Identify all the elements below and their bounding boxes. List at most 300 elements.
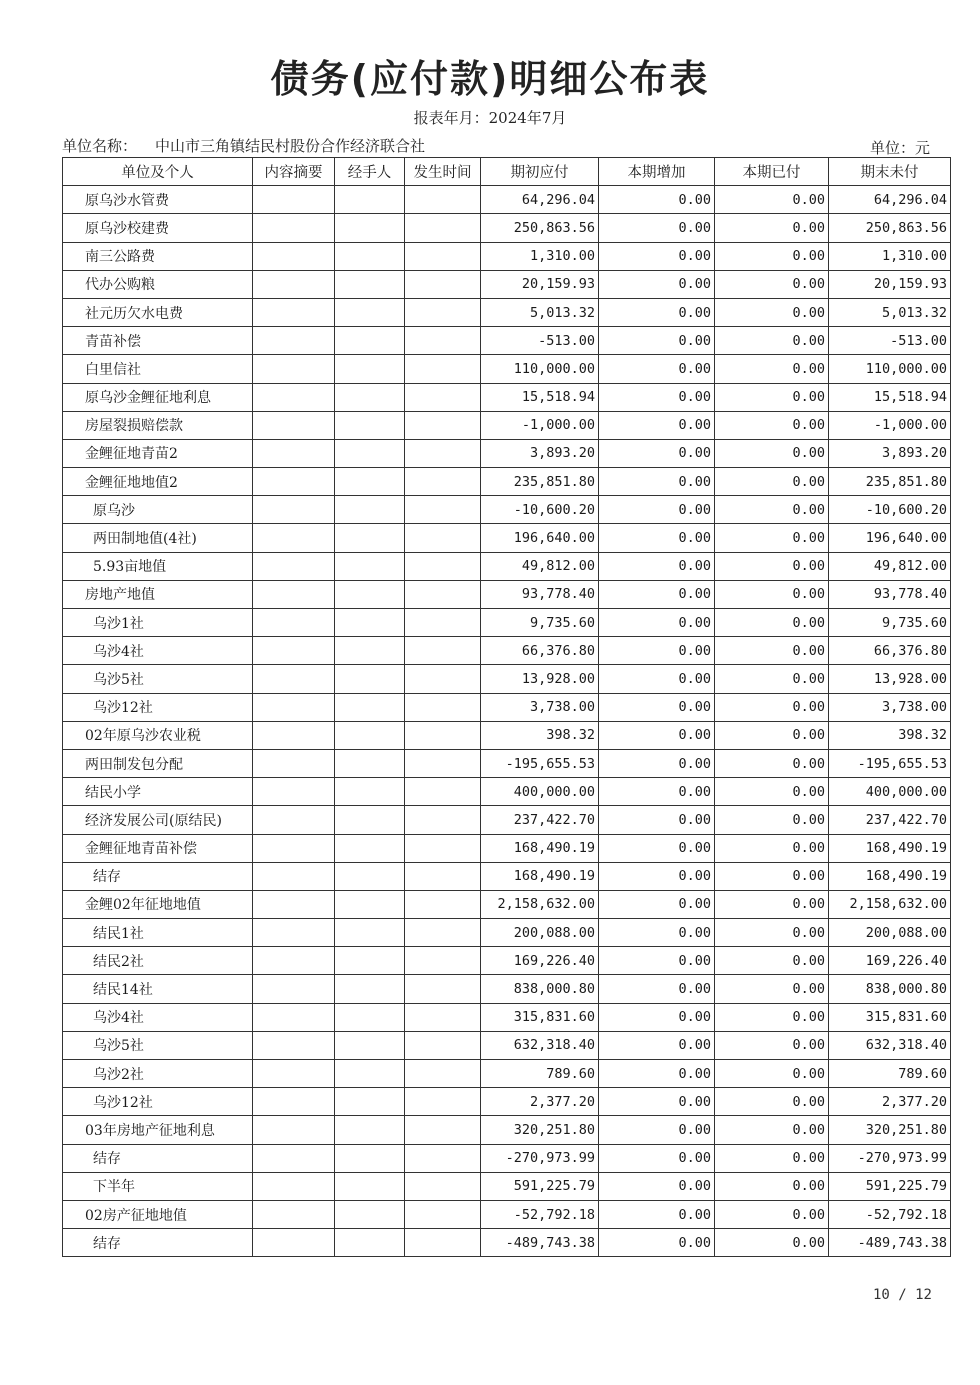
cell-paid: 0.00	[715, 806, 829, 834]
cell-opening: 2,158,632.00	[481, 890, 599, 918]
unit-label: 单位：元	[869, 139, 930, 157]
cell-opening: 169,226.40	[481, 947, 599, 975]
cell-opening: 320,251.80	[481, 1116, 599, 1144]
cell-opening: 64,296.04	[481, 186, 599, 214]
cell-handler	[335, 919, 405, 947]
cell-time	[405, 1031, 481, 1059]
cell-closing: -489,743.38	[829, 1229, 951, 1257]
cell-opening: 2,377.20	[481, 1088, 599, 1116]
table-row	[63, 270, 951, 298]
cell-increase: 0.00	[599, 693, 715, 721]
cell-increase: 0.00	[599, 1060, 715, 1088]
cell-summary	[253, 1060, 335, 1088]
cell-paid: 0.00	[715, 1088, 829, 1116]
cell-entity: 房地产地值	[63, 580, 253, 608]
cell-entity: 乌沙2社	[63, 1060, 253, 1088]
cell-closing: 320,251.80	[829, 1116, 951, 1144]
cell-summary	[253, 411, 335, 439]
table-row	[63, 355, 951, 383]
cell-closing: -52,792.18	[829, 1200, 951, 1228]
cell-summary	[253, 862, 335, 890]
table-row	[63, 1088, 951, 1116]
cell-opening: 1,310.00	[481, 242, 599, 270]
cell-opening: 200,088.00	[481, 919, 599, 947]
cell-paid: 0.00	[715, 862, 829, 890]
cell-paid: 0.00	[715, 749, 829, 777]
cell-paid: 0.00	[715, 609, 829, 637]
cell-summary	[253, 890, 335, 918]
table-row	[63, 947, 951, 975]
cell-entity: 结存	[63, 1229, 253, 1257]
cell-entity: 下半年	[63, 1172, 253, 1200]
cell-entity: 南三公路费	[63, 242, 253, 270]
cell-increase: 0.00	[599, 919, 715, 947]
cell-time	[405, 355, 481, 383]
cell-handler	[335, 862, 405, 890]
cell-handler	[335, 355, 405, 383]
cell-paid: 0.00	[715, 1031, 829, 1059]
cell-paid: 0.00	[715, 834, 829, 862]
cell-handler	[335, 834, 405, 862]
cell-entity: 02年原乌沙农业税	[63, 721, 253, 749]
cell-closing: 64,296.04	[829, 186, 951, 214]
cell-summary	[253, 1031, 335, 1059]
cell-entity: 乌沙12社	[63, 693, 253, 721]
cell-increase: 0.00	[599, 1003, 715, 1031]
cell-summary	[253, 834, 335, 862]
cell-closing: 110,000.00	[829, 355, 951, 383]
cell-entity: 结民2社	[63, 947, 253, 975]
cell-increase: 0.00	[599, 383, 715, 411]
cell-closing: 315,831.60	[829, 1003, 951, 1031]
cell-closing: 1,310.00	[829, 242, 951, 270]
cell-opening: 110,000.00	[481, 355, 599, 383]
table-row	[63, 439, 951, 467]
cell-paid: 0.00	[715, 186, 829, 214]
cell-paid: 0.00	[715, 1116, 829, 1144]
cell-time	[405, 1229, 481, 1257]
cell-entity: 结存	[63, 1144, 253, 1172]
table-row	[63, 1031, 951, 1059]
table-row	[63, 1060, 951, 1088]
table-header-row	[63, 158, 951, 186]
table-row	[63, 749, 951, 777]
cell-entity: 青苗补偿	[63, 327, 253, 355]
cell-increase: 0.00	[599, 186, 715, 214]
cell-time	[405, 890, 481, 918]
cell-paid: 0.00	[715, 778, 829, 806]
cell-entity: 社元历欠水电费	[63, 298, 253, 326]
cell-time	[405, 439, 481, 467]
cell-paid: 0.00	[715, 975, 829, 1003]
debt-detail-table	[62, 157, 951, 1257]
cell-handler	[335, 1060, 405, 1088]
cell-entity: 房屋裂损赔偿款	[63, 411, 253, 439]
cell-entity: 结存	[63, 862, 253, 890]
cell-closing: 2,158,632.00	[829, 890, 951, 918]
cell-opening: 196,640.00	[481, 524, 599, 552]
cell-paid: 0.00	[715, 327, 829, 355]
cell-increase: 0.00	[599, 1116, 715, 1144]
cell-handler	[335, 721, 405, 749]
cell-increase: 0.00	[599, 806, 715, 834]
table-row	[63, 496, 951, 524]
cell-increase: 0.00	[599, 1088, 715, 1116]
cell-paid: 0.00	[715, 214, 829, 242]
cell-handler	[335, 552, 405, 580]
cell-entity: 结民1社	[63, 919, 253, 947]
cell-time	[405, 1003, 481, 1031]
cell-entity: 金鲤02年征地地值	[63, 890, 253, 918]
cell-time	[405, 580, 481, 608]
cell-increase: 0.00	[599, 524, 715, 552]
cell-summary	[253, 1229, 335, 1257]
cell-summary	[253, 1003, 335, 1031]
cell-time	[405, 947, 481, 975]
cell-closing: 196,640.00	[829, 524, 951, 552]
table-row	[63, 890, 951, 918]
cell-time	[405, 1172, 481, 1200]
cell-increase: 0.00	[599, 327, 715, 355]
cell-handler	[335, 778, 405, 806]
table-row	[63, 665, 951, 693]
cell-increase: 0.00	[599, 468, 715, 496]
cell-closing: 591,225.79	[829, 1172, 951, 1200]
cell-handler	[335, 1003, 405, 1031]
table-row	[63, 778, 951, 806]
cell-opening: -489,743.38	[481, 1229, 599, 1257]
cell-time	[405, 665, 481, 693]
cell-paid: 0.00	[715, 355, 829, 383]
cell-time	[405, 721, 481, 749]
cell-opening: 168,490.19	[481, 862, 599, 890]
table-row	[63, 1003, 951, 1031]
cell-increase: 0.00	[599, 496, 715, 524]
table-row	[63, 975, 951, 1003]
cell-entity: 乌沙4社	[63, 1003, 253, 1031]
cell-handler	[335, 1144, 405, 1172]
cell-closing: 9,735.60	[829, 609, 951, 637]
cell-time	[405, 975, 481, 1003]
cell-paid: 0.00	[715, 242, 829, 270]
cell-closing: 3,893.20	[829, 439, 951, 467]
table-row	[63, 524, 951, 552]
cell-opening: 250,863.56	[481, 214, 599, 242]
cell-increase: 0.00	[599, 411, 715, 439]
cell-closing: 3,738.00	[829, 693, 951, 721]
cell-opening: 235,851.80	[481, 468, 599, 496]
cell-summary	[253, 298, 335, 326]
cell-paid: 0.00	[715, 665, 829, 693]
table-row	[63, 327, 951, 355]
cell-handler	[335, 270, 405, 298]
col-header-handler: 经手人	[335, 158, 405, 186]
cell-entity: 金鲤征地青苗补偿	[63, 834, 253, 862]
cell-summary	[253, 327, 335, 355]
cell-increase: 0.00	[599, 721, 715, 749]
cell-time	[405, 862, 481, 890]
cell-time	[405, 778, 481, 806]
cell-summary	[253, 609, 335, 637]
cell-summary	[253, 947, 335, 975]
cell-closing: 168,490.19	[829, 834, 951, 862]
col-header-entity: 单位及个人	[63, 158, 253, 186]
cell-handler	[335, 439, 405, 467]
cell-increase: 0.00	[599, 1229, 715, 1257]
org-line	[62, 135, 425, 156]
cell-summary	[253, 496, 335, 524]
cell-paid: 0.00	[715, 637, 829, 665]
cell-handler	[335, 693, 405, 721]
cell-handler	[335, 242, 405, 270]
cell-opening: -195,655.53	[481, 749, 599, 777]
cell-handler	[335, 411, 405, 439]
cell-time	[405, 806, 481, 834]
cell-time	[405, 919, 481, 947]
cell-time	[405, 1116, 481, 1144]
table-body	[63, 186, 951, 1257]
cell-summary	[253, 270, 335, 298]
cell-handler	[335, 496, 405, 524]
cell-entity: 原乌沙水管费	[63, 186, 253, 214]
cell-increase: 0.00	[599, 1144, 715, 1172]
cell-summary	[253, 1200, 335, 1228]
cell-closing: -270,973.99	[829, 1144, 951, 1172]
cell-closing: 15,518.94	[829, 383, 951, 411]
page-indicator: 10 / 12	[872, 1287, 932, 1303]
cell-summary	[253, 975, 335, 1003]
cell-entity: 乌沙5社	[63, 665, 253, 693]
cell-paid: 0.00	[715, 298, 829, 326]
cell-entity: 两田制发包分配	[63, 749, 253, 777]
cell-time	[405, 298, 481, 326]
cell-time	[405, 411, 481, 439]
cell-opening: -10,600.20	[481, 496, 599, 524]
cell-summary	[253, 806, 335, 834]
cell-paid: 0.00	[715, 947, 829, 975]
cell-opening: 632,318.40	[481, 1031, 599, 1059]
table-row	[63, 1200, 951, 1228]
cell-entity: 乌沙12社	[63, 1088, 253, 1116]
cell-closing: -195,655.53	[829, 749, 951, 777]
cell-time	[405, 1200, 481, 1228]
cell-summary	[253, 242, 335, 270]
col-header-opening: 期初应付	[481, 158, 599, 186]
cell-summary	[253, 355, 335, 383]
col-header-increase: 本期增加	[599, 158, 715, 186]
cell-increase: 0.00	[599, 552, 715, 580]
cell-increase: 0.00	[599, 214, 715, 242]
cell-closing: 838,000.80	[829, 975, 951, 1003]
cell-paid: 0.00	[715, 439, 829, 467]
cell-increase: 0.00	[599, 298, 715, 326]
cell-opening: 789.60	[481, 1060, 599, 1088]
cell-summary	[253, 580, 335, 608]
cell-entity: 原乌沙校建费	[63, 214, 253, 242]
cell-opening: -52,792.18	[481, 1200, 599, 1228]
cell-time	[405, 1060, 481, 1088]
cell-paid: 0.00	[715, 890, 829, 918]
cell-paid: 0.00	[715, 1003, 829, 1031]
cell-entity: 结民14社	[63, 975, 253, 1003]
cell-time	[405, 834, 481, 862]
cell-closing: -10,600.20	[829, 496, 951, 524]
cell-closing: 20,159.93	[829, 270, 951, 298]
cell-increase: 0.00	[599, 862, 715, 890]
cell-opening: 3,738.00	[481, 693, 599, 721]
table-row	[63, 637, 951, 665]
table-row	[63, 214, 951, 242]
col-header-paid: 本期已付	[715, 158, 829, 186]
table-row	[63, 242, 951, 270]
cell-summary	[253, 439, 335, 467]
cell-time	[405, 552, 481, 580]
table-row	[63, 1229, 951, 1257]
cell-time	[405, 749, 481, 777]
cell-handler	[335, 1200, 405, 1228]
cell-opening: 168,490.19	[481, 834, 599, 862]
cell-summary	[253, 749, 335, 777]
table-row	[63, 834, 951, 862]
cell-paid: 0.00	[715, 383, 829, 411]
cell-opening: 838,000.80	[481, 975, 599, 1003]
cell-entity: 代办公购粮	[63, 270, 253, 298]
page-title: 债务(应付款)明细公布表	[270, 57, 710, 101]
cell-summary	[253, 1144, 335, 1172]
cell-paid: 0.00	[715, 411, 829, 439]
cell-closing: 66,376.80	[829, 637, 951, 665]
cell-handler	[335, 383, 405, 411]
cell-paid: 0.00	[715, 919, 829, 947]
cell-increase: 0.00	[599, 609, 715, 637]
cell-entity: 5.93亩地值	[63, 552, 253, 580]
cell-time	[405, 327, 481, 355]
cell-increase: 0.00	[599, 1172, 715, 1200]
cell-opening: 93,778.40	[481, 580, 599, 608]
table-row	[63, 919, 951, 947]
cell-summary	[253, 186, 335, 214]
cell-entity: 经济发展公司(原结民)	[63, 806, 253, 834]
cell-summary	[253, 468, 335, 496]
cell-summary	[253, 778, 335, 806]
cell-time	[405, 270, 481, 298]
cell-increase: 0.00	[599, 1031, 715, 1059]
cell-handler	[335, 1031, 405, 1059]
cell-summary	[253, 214, 335, 242]
cell-increase: 0.00	[599, 242, 715, 270]
cell-handler	[335, 975, 405, 1003]
table-row	[63, 186, 951, 214]
cell-closing: -1,000.00	[829, 411, 951, 439]
cell-increase: 0.00	[599, 749, 715, 777]
cell-time	[405, 524, 481, 552]
cell-handler	[335, 806, 405, 834]
table-row	[63, 468, 951, 496]
cell-summary	[253, 637, 335, 665]
cell-increase: 0.00	[599, 637, 715, 665]
cell-handler	[335, 186, 405, 214]
table-row	[63, 1144, 951, 1172]
cell-opening: -513.00	[481, 327, 599, 355]
cell-handler	[335, 637, 405, 665]
table-row	[63, 580, 951, 608]
table-row	[63, 862, 951, 890]
cell-entity: 原乌沙	[63, 496, 253, 524]
cell-opening: 400,000.00	[481, 778, 599, 806]
cell-increase: 0.00	[599, 270, 715, 298]
cell-paid: 0.00	[715, 1144, 829, 1172]
cell-closing: 168,490.19	[829, 862, 951, 890]
cell-opening: 20,159.93	[481, 270, 599, 298]
cell-opening: 15,518.94	[481, 383, 599, 411]
cell-handler	[335, 1229, 405, 1257]
report-period: 报表年月：2024年7月	[413, 109, 567, 127]
cell-closing: 398.32	[829, 721, 951, 749]
cell-closing: 169,226.40	[829, 947, 951, 975]
cell-closing: 49,812.00	[829, 552, 951, 580]
cell-opening: 49,812.00	[481, 552, 599, 580]
cell-entity: 乌沙5社	[63, 1031, 253, 1059]
cell-summary	[253, 665, 335, 693]
cell-entity: 结民小学	[63, 778, 253, 806]
cell-paid: 0.00	[715, 1200, 829, 1228]
table-row	[63, 411, 951, 439]
cell-increase: 0.00	[599, 580, 715, 608]
table-row	[63, 552, 951, 580]
cell-summary	[253, 1088, 335, 1116]
cell-paid: 0.00	[715, 1229, 829, 1257]
cell-handler	[335, 1116, 405, 1144]
cell-handler	[335, 947, 405, 975]
cell-summary	[253, 721, 335, 749]
cell-summary	[253, 524, 335, 552]
cell-increase: 0.00	[599, 1200, 715, 1228]
cell-closing: 93,778.40	[829, 580, 951, 608]
cell-handler	[335, 327, 405, 355]
cell-closing: 235,851.80	[829, 468, 951, 496]
cell-handler	[335, 1172, 405, 1200]
cell-handler	[335, 609, 405, 637]
cell-opening: 3,893.20	[481, 439, 599, 467]
cell-paid: 0.00	[715, 552, 829, 580]
cell-increase: 0.00	[599, 778, 715, 806]
cell-paid: 0.00	[715, 524, 829, 552]
cell-time	[405, 693, 481, 721]
cell-summary	[253, 552, 335, 580]
cell-paid: 0.00	[715, 1060, 829, 1088]
cell-entity: 金鲤征地地值2	[63, 468, 253, 496]
cell-paid: 0.00	[715, 693, 829, 721]
col-header-closing: 期末未付	[829, 158, 951, 186]
cell-handler	[335, 665, 405, 693]
cell-increase: 0.00	[599, 890, 715, 918]
col-header-time: 发生时间	[405, 158, 481, 186]
cell-opening: 13,928.00	[481, 665, 599, 693]
cell-handler	[335, 1088, 405, 1116]
cell-closing: 400,000.00	[829, 778, 951, 806]
cell-entity: 原乌沙金鲤征地利息	[63, 383, 253, 411]
cell-paid: 0.00	[715, 721, 829, 749]
cell-handler	[335, 580, 405, 608]
cell-time	[405, 186, 481, 214]
cell-closing: 632,318.40	[829, 1031, 951, 1059]
table-row	[63, 693, 951, 721]
table-row	[63, 806, 951, 834]
org-label: 单位名称：	[62, 137, 138, 155]
cell-entity: 乌沙4社	[63, 637, 253, 665]
cell-increase: 0.00	[599, 665, 715, 693]
cell-paid: 0.00	[715, 580, 829, 608]
